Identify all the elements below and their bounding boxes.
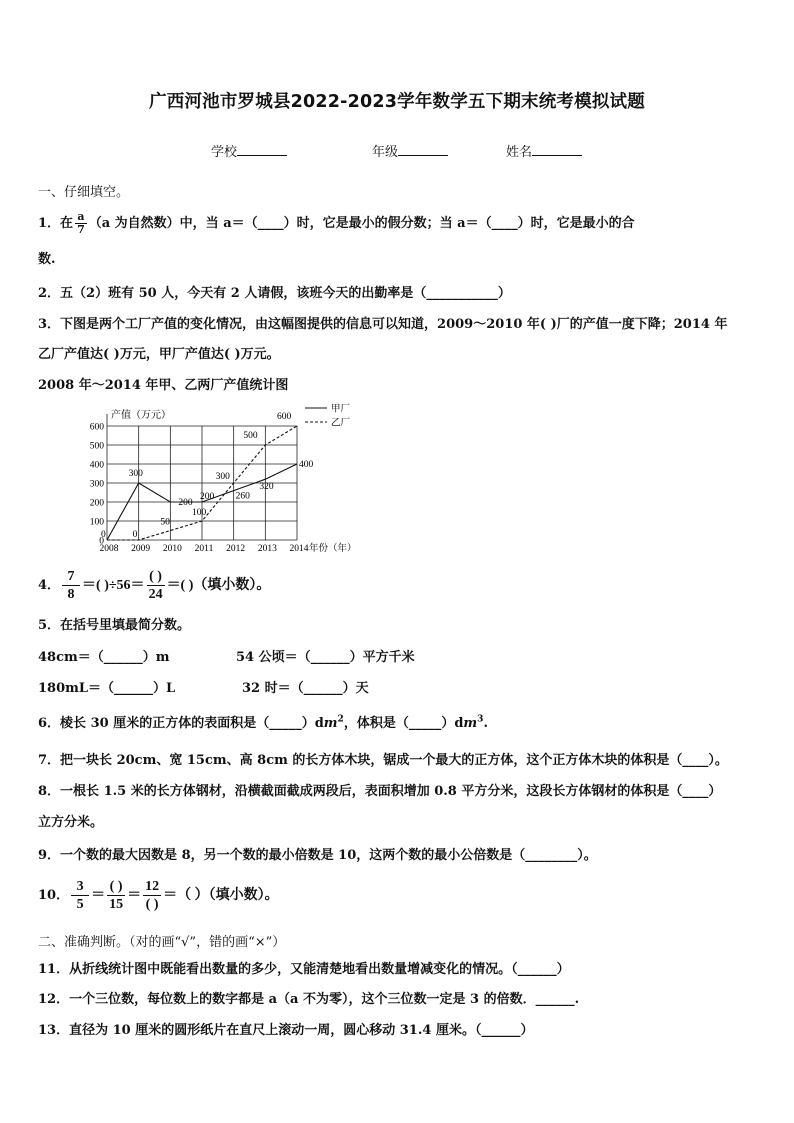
data-label: 400 [299, 460, 314, 470]
x-tick-label: 2011 [194, 544, 214, 554]
q6-sup2: 3 [477, 714, 484, 725]
q1-number: 1． [38, 216, 61, 231]
q4-number: 4． [38, 578, 61, 593]
q5-row1-a: 48cm＝（______）m [38, 650, 170, 665]
school-blank [237, 143, 287, 156]
name-field [506, 141, 582, 160]
question-8-line2: 立方分米。 [38, 815, 104, 830]
q4-eq2: ＝( )（填小数）。 [166, 578, 271, 593]
question-5-title: 5．在括号里填最简分数。 [38, 618, 191, 633]
grade-field [372, 141, 448, 160]
y-tick-label: 300 [89, 479, 104, 490]
q10-eq-a: ＝ [91, 888, 106, 903]
q4-frac2-num: ( ) [149, 569, 162, 584]
school-field [211, 141, 287, 160]
q6-text-c: . [483, 716, 488, 731]
data-label: 50 [160, 517, 170, 528]
y-tick-label: 100 [89, 517, 104, 528]
q6-sup1: 2 [337, 714, 344, 725]
x-tick-label: 2010 [162, 544, 182, 554]
q10-frac2-num: ( ) [109, 879, 123, 894]
question-4 [38, 568, 270, 603]
chart-caption: 2008 年～2014 年甲、乙两厂产值统计图 [38, 378, 289, 393]
q1-fraction [75, 211, 87, 236]
question-2: 2．五（2）班有 50 人，今天有 2 人请假，该班今天的出勤率是（___________） [38, 286, 511, 301]
q5-row2-b: 32 时＝（______）天 [242, 681, 369, 696]
chart-svg [82, 400, 382, 565]
data-label: 200 [200, 492, 215, 502]
data-label: 0 [101, 530, 106, 540]
question-13: 13．直径为 10 厘米的圆形纸片在直尺上滚动一周，圆心移动 31.4 厘米。（______） [38, 1023, 534, 1038]
q1-frac-den: 7 [77, 223, 85, 236]
legend-label-yi: 乙厂 [331, 417, 351, 429]
question-9: 9．一个数的最大因数是 8，另一个数的最小倍数是 10，这两个数的最小公倍数是（________）。 [38, 848, 597, 863]
data-label: 300 [215, 472, 230, 482]
question-6 [38, 712, 488, 731]
section-2-heading: 二、准确判断。（对的画“√”，错的画“×”） [38, 935, 286, 950]
q10-frac3-den: ( ) [143, 895, 161, 913]
q1-text-a: 在 [60, 216, 74, 231]
data-label: 200 [178, 498, 193, 508]
school-label: 学校 [211, 145, 238, 160]
q4-frac-1 [62, 568, 80, 603]
q10-frac-1 [71, 878, 89, 913]
data-label: 300 [128, 469, 143, 479]
q4-frac-2 [147, 568, 165, 603]
q10-frac-3 [143, 878, 161, 913]
q1-text-b: （a 为自然数）中，当 a＝（____）时，它是最小的假分数；当 a＝（____）时，它是最小的合 [88, 216, 635, 231]
q6-text-a: 6．棱长 30 厘米的正方体的表面积是（_____）d [38, 716, 324, 731]
q10-eq-b: ＝ [127, 888, 142, 903]
section-1-heading: 一、仔细填空。 [38, 185, 130, 200]
question-11: 11．从折线统计图中既能看出数量的多少，又能清楚地看出数量增减变化的情况。（______） [38, 962, 570, 977]
q4-frac2-den: 24 [148, 587, 163, 602]
q10-frac1-den: 5 [71, 895, 89, 913]
y-tick-label: 600 [89, 422, 104, 433]
x-axis-label: 年份（年） [309, 543, 357, 554]
question-3-line1: 3．下图是两个工厂产值的变化情况，由这幅图提供的信息可以知道，2009～2010 年( )厂的产值一度下降；2014 年 [38, 317, 728, 332]
x-tick-label: 2013 [257, 544, 277, 554]
x-tick-label: 2008 [99, 544, 119, 554]
data-label: 260 [235, 491, 250, 502]
line-chart [82, 400, 382, 565]
name-blank [532, 143, 582, 156]
q10-frac2-den: 15 [109, 897, 124, 912]
question-1 [38, 211, 635, 236]
grade-label: 年级 [372, 145, 399, 160]
q6-unit1: m [323, 716, 338, 731]
y-tick-label: 0 [99, 536, 104, 547]
q10-eq-end: ＝（ ）（填小数）。 [163, 888, 279, 903]
x-tick-label: 2009 [131, 544, 151, 554]
y-axis-label: 产值（万元） [111, 410, 171, 421]
q10-number: 10． [38, 888, 70, 903]
question-3-line2: 乙厂产值达( )万元，甲厂产值达( )万元。 [38, 347, 280, 362]
data-label: 100 [192, 508, 207, 518]
q1-frac-num: a [77, 210, 85, 223]
q4-frac1-den: 8 [62, 585, 80, 603]
q4-frac1-num: 7 [67, 569, 75, 584]
q4-eq1: ＝( )÷56＝ [82, 578, 145, 593]
q5-row1-b: 54 公顷＝（______）平方千米 [236, 650, 415, 665]
q6-unit2: m [463, 716, 478, 731]
x-tick-label: 2012 [226, 544, 246, 554]
q10-frac1-num: 3 [76, 879, 84, 894]
question-8-line1: 8．一根长 1.5 米的长方体钢材，沿横截面截成两段后，表面积增加 0.8 平方分米，这段长方体钢材的体积是（____） [38, 784, 722, 799]
q6-text-b: ，体积是（_____）d [343, 716, 464, 731]
question-1-cont: 数. [38, 252, 56, 267]
y-tick-label: 500 [89, 441, 104, 452]
q5-row2-a: 180mL＝（______）L [38, 681, 176, 696]
q10-frac-2 [107, 878, 125, 913]
question-7: 7．把一块长 20cm、宽 15cm、高 8cm 的长方体木块，锯成一个最大的正方体，这个正方体木块的体积是（____）。 [38, 753, 728, 768]
data-label: 320 [259, 482, 274, 493]
y-tick-label: 400 [89, 460, 104, 471]
page-title: 广西河池市罗城县2022-2023学年数学五下期末统考模拟试题 [149, 92, 645, 112]
q10-frac3-num: 12 [145, 879, 160, 894]
data-label: 0 [132, 530, 138, 540]
question-10 [38, 878, 279, 913]
data-label: 600 [277, 412, 292, 422]
x-tick-label: 2014 [289, 544, 309, 554]
name-label: 姓名 [506, 145, 533, 160]
legend-label-jia: 甲厂 [331, 403, 351, 415]
y-tick-label: 200 [89, 498, 104, 509]
data-label: 500 [243, 431, 258, 441]
grade-blank [398, 143, 448, 156]
question-12: 12．一个三位数，每位数上的数字都是 a（a 不为零），这个三位数一定是 3 的倍数．______. [38, 992, 580, 1007]
